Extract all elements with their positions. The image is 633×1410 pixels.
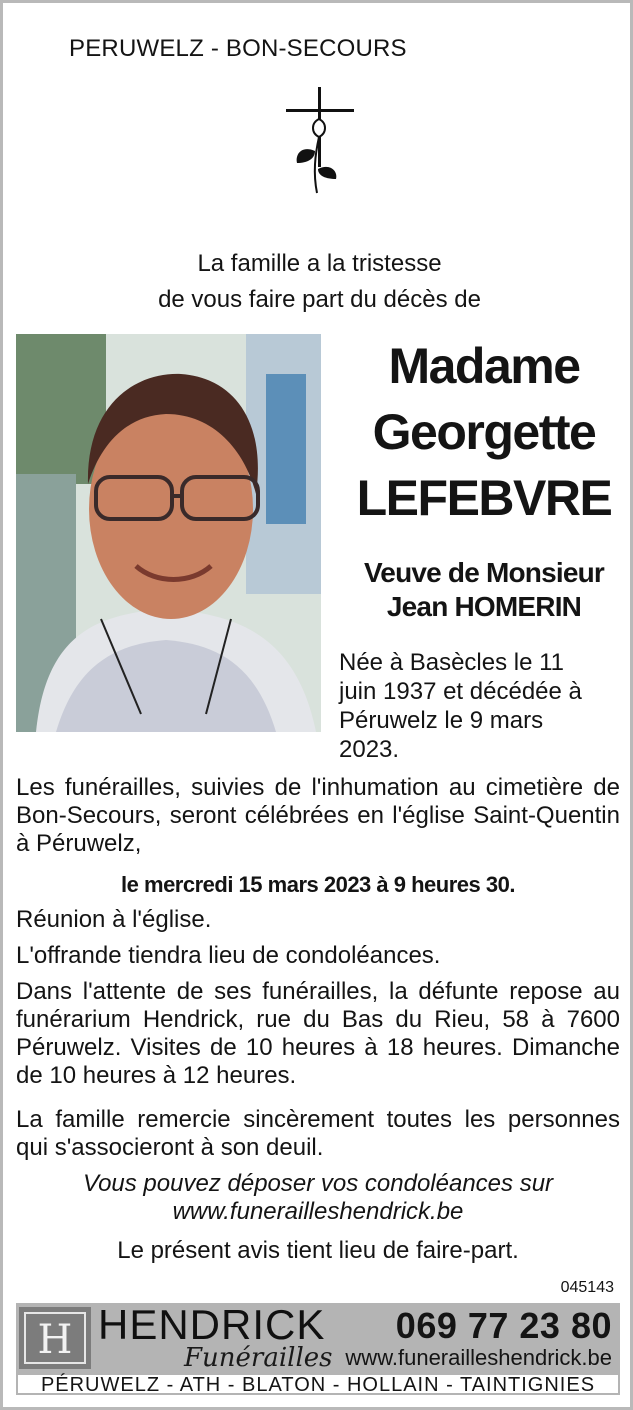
born-line-2: juin 1937 et décédée à — [339, 678, 582, 705]
funeral-home-footer — [16, 1303, 620, 1395]
name-title: Madame — [388, 338, 580, 394]
intro-line-2: de vous faire part du décès de — [158, 286, 481, 313]
brand-name: HENDRICK — [98, 1301, 326, 1348]
funeral-datetime: le mercredi 15 mars 2023 à 9 heures 30. — [121, 872, 515, 897]
thanks-text: La famille remercie sincèrement toutes les personnes qui s'associeront à son deuil. — [16, 1106, 620, 1161]
portrait-illustration — [16, 334, 321, 732]
condolences-website[interactable]: www.funerailleshendrick.be — [172, 1198, 464, 1225]
city-heading: PERUWELZ - BON-SECOURS — [69, 35, 407, 62]
towns-list: PÉRUWELZ - ATH - BLATON - HOLLAIN - TAINTIGNIES — [16, 1373, 620, 1395]
intro-line-1: La famille a la tristesse — [197, 250, 442, 277]
birth-death-details — [339, 648, 607, 764]
portrait-photo — [16, 334, 321, 732]
born-line-3: Péruwelz le 9 mars — [339, 707, 544, 734]
offering-text: L'offrande tiendra lieu de condoléances. — [16, 942, 441, 969]
hendrick-logo — [19, 1307, 91, 1369]
born-line-4: 2023. — [339, 736, 400, 763]
meeting-text: Réunion à l'église. — [16, 906, 212, 933]
funerarium-text: Dans l'attente de ses funérailles, la défunte repose au funérarium Hendrick, rue du Bas du Rieu, 58 à 7600 Péruwelz. Visites de 10 heures à 18 heures. Dimanche de 10 heures à 12 heures. — [16, 978, 620, 1089]
deceased-name — [338, 333, 630, 531]
widow-line-1: Veuve de Monsieur — [363, 557, 605, 588]
intro-text — [3, 246, 633, 318]
widow-of — [338, 556, 630, 624]
widow-line-2: Jean HOMERIN — [386, 591, 582, 622]
name-last: LEFEBVRE — [356, 470, 612, 526]
condolences-info — [16, 1170, 620, 1226]
name-first: Georgette — [372, 404, 596, 460]
born-line-1: Née à Basècles le 11 — [339, 649, 565, 676]
website-link[interactable]: www.funerailleshendrick.be — [345, 1345, 612, 1370]
reference-number: 045143 — [560, 1279, 614, 1296]
logo-letter: H — [37, 1317, 73, 1363]
phone-number[interactable]: 069 77 23 80 — [395, 1305, 612, 1346]
funeral-paragraph: Les funérailles, suivies de l'inhumation au cimetière de Bon-Secours, seront célébrées en l'église Saint-Quentin à Péruwelz, — [16, 774, 620, 857]
logo-mark — [19, 1307, 91, 1369]
notice-text: Le présent avis tient lieu de faire-part. — [117, 1237, 519, 1264]
cross-with-rose-icon — [263, 85, 381, 201]
brand-script: Funérailles — [184, 1343, 333, 1373]
condolences-line: Vous pouvez déposer vos condoléances sur — [82, 1170, 554, 1197]
